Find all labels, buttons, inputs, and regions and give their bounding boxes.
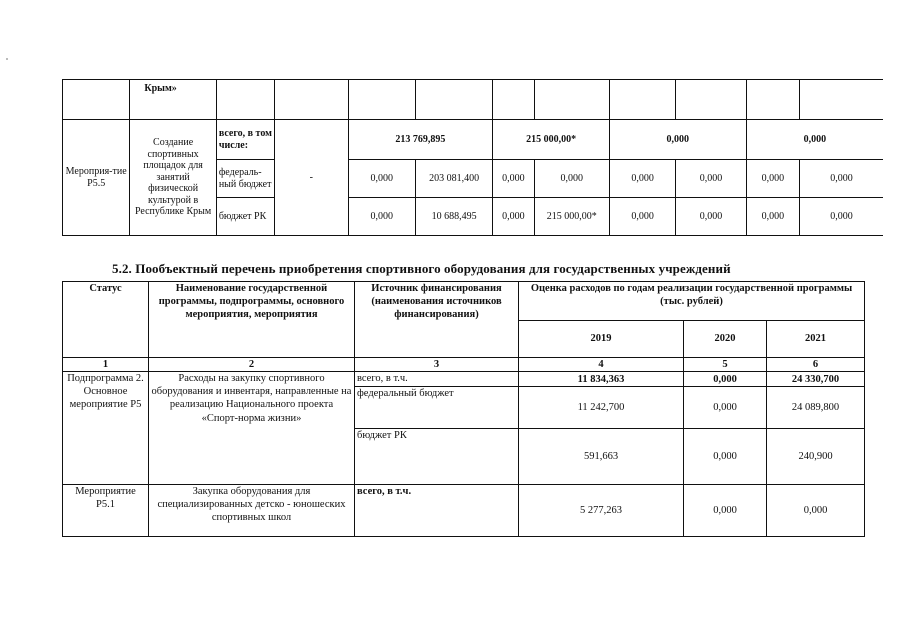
p5-total-row bbox=[63, 372, 865, 387]
p5-rk-2020: 0,000 bbox=[684, 429, 767, 485]
p5-total-2021: 24 330,700 bbox=[767, 372, 865, 387]
col-number: 4 bbox=[519, 358, 684, 372]
p51-name: Закупка оборудования для специализированных детско - юношеских спортивных школ bbox=[149, 485, 355, 537]
p55-rk-value: 0,000 bbox=[799, 198, 883, 236]
p5-rk-2021: 240,900 bbox=[767, 429, 865, 485]
p55-source-federal: федераль-ный бюджет bbox=[216, 160, 274, 198]
col-number-row bbox=[63, 358, 865, 372]
header-name: Наименование государственной программы, подпрограммы, основного мероприятия, мероприятия bbox=[149, 282, 355, 358]
p55-federal-value: 0,000 bbox=[799, 160, 883, 198]
p5-federal-2019: 11 242,700 bbox=[519, 387, 684, 429]
p55-federal-value: 0,000 bbox=[493, 160, 534, 198]
header-source: Источник финансирования (наименования источников финансирования) bbox=[355, 282, 519, 358]
p55-total-2020: 215 000,00* bbox=[493, 120, 610, 160]
crimea-empty-cell bbox=[609, 80, 675, 120]
p5-federal-2021: 24 089,800 bbox=[767, 387, 865, 429]
p5-status: Подпрограмма 2. Основное мероприятие Р5 bbox=[63, 372, 149, 485]
col-number: 1 bbox=[63, 358, 149, 372]
p55-rk-value: 0,000 bbox=[609, 198, 675, 236]
crimea-empty-cell bbox=[746, 80, 799, 120]
p5-total-2019: 11 834,363 bbox=[519, 372, 684, 387]
p55-federal-value: 0,000 bbox=[676, 160, 746, 198]
p51-total-2019: 5 277,263 bbox=[519, 485, 684, 537]
crimea-status-cell bbox=[63, 80, 130, 120]
p51-total-2020: 0,000 bbox=[684, 485, 767, 537]
crimea-empty-cell bbox=[534, 80, 609, 120]
col-number: 5 bbox=[684, 358, 767, 372]
crimea-empty-cell bbox=[348, 80, 415, 120]
crimea-empty-cell bbox=[493, 80, 534, 120]
p55-federal-value: 0,000 bbox=[746, 160, 799, 198]
header-year-2019: 2019 bbox=[519, 321, 684, 358]
header-estimate: Оценка расходов по годам реализации государственной программы (тыс. рублей) bbox=[519, 282, 865, 321]
p5-rk-2019: 591,663 bbox=[519, 429, 684, 485]
p5-total-2020: 0,000 bbox=[684, 372, 767, 387]
p55-rk-value: 0,000 bbox=[746, 198, 799, 236]
p55-rk-value: 0,000 bbox=[348, 198, 415, 236]
p55-total-2022: 0,000 bbox=[746, 120, 883, 160]
header-status: Статус bbox=[63, 282, 149, 358]
p55-federal-value: 203 081,400 bbox=[415, 160, 492, 198]
p55-rk-value: 215 000,00* bbox=[534, 198, 609, 236]
p55-rk-value: 0,000 bbox=[493, 198, 534, 236]
p55-federal-value: 0,000 bbox=[534, 160, 609, 198]
header-year-2021: 2021 bbox=[767, 321, 865, 358]
continuation-table bbox=[62, 79, 883, 236]
col-number: 3 bbox=[355, 358, 519, 372]
p55-dash: - bbox=[275, 120, 348, 236]
p55-rk-value: 10 688,495 bbox=[415, 198, 492, 236]
p55-source-rk: бюджет РК bbox=[216, 198, 274, 236]
p5-source-total: всего, в т.ч. bbox=[355, 372, 519, 387]
p51-total-2021: 0,000 bbox=[767, 485, 865, 537]
p55-total-2021: 0,000 bbox=[609, 120, 746, 160]
p55-total-2019: 213 769,895 bbox=[348, 120, 493, 160]
crimea-row bbox=[63, 80, 884, 120]
p5-source-rk: бюджет РК bbox=[355, 429, 519, 485]
p55-federal-value: 0,000 bbox=[609, 160, 675, 198]
crimea-empty-cell bbox=[799, 80, 883, 120]
scan-speck bbox=[6, 58, 8, 60]
crimea-source-cell bbox=[216, 80, 274, 120]
p55-name: Создание спортивных площадок для занятий физической культурой в Республике Крым bbox=[130, 120, 216, 236]
crimea-empty-cell bbox=[275, 80, 348, 120]
p51-source-total: всего, в т.ч. bbox=[355, 485, 519, 537]
p55-total-row bbox=[63, 120, 884, 160]
equipment-table bbox=[62, 281, 865, 537]
p51-status: Мероприятие Р5.1 bbox=[63, 485, 149, 537]
crimea-empty-cell bbox=[415, 80, 492, 120]
col-number: 6 bbox=[767, 358, 865, 372]
p5-name: Расходы на закупку спортивного оборудования и инвентаря, направленные на реализацию Национального проекта «Спорт-норма жизни» bbox=[149, 372, 355, 485]
p5-federal-2020: 0,000 bbox=[684, 387, 767, 429]
p55-status: Мероприя-тие Р5.5 bbox=[63, 120, 130, 236]
section-title: 5.2. Пообъектный перечень приобретения спортивного оборудования для государственных учреждений bbox=[112, 261, 731, 276]
p51-row bbox=[63, 485, 865, 537]
header-row bbox=[63, 282, 865, 321]
col-number: 2 bbox=[149, 358, 355, 372]
p55-rk-value: 0,000 bbox=[676, 198, 746, 236]
crimea-empty-cell bbox=[676, 80, 746, 120]
header-year-2020: 2020 bbox=[684, 321, 767, 358]
p5-source-federal: федеральный бюджет bbox=[355, 387, 519, 429]
p55-source-total: всего, в том числе: bbox=[216, 120, 274, 160]
p55-federal-value: 0,000 bbox=[348, 160, 415, 198]
crimea-label: Крым» bbox=[130, 80, 216, 120]
